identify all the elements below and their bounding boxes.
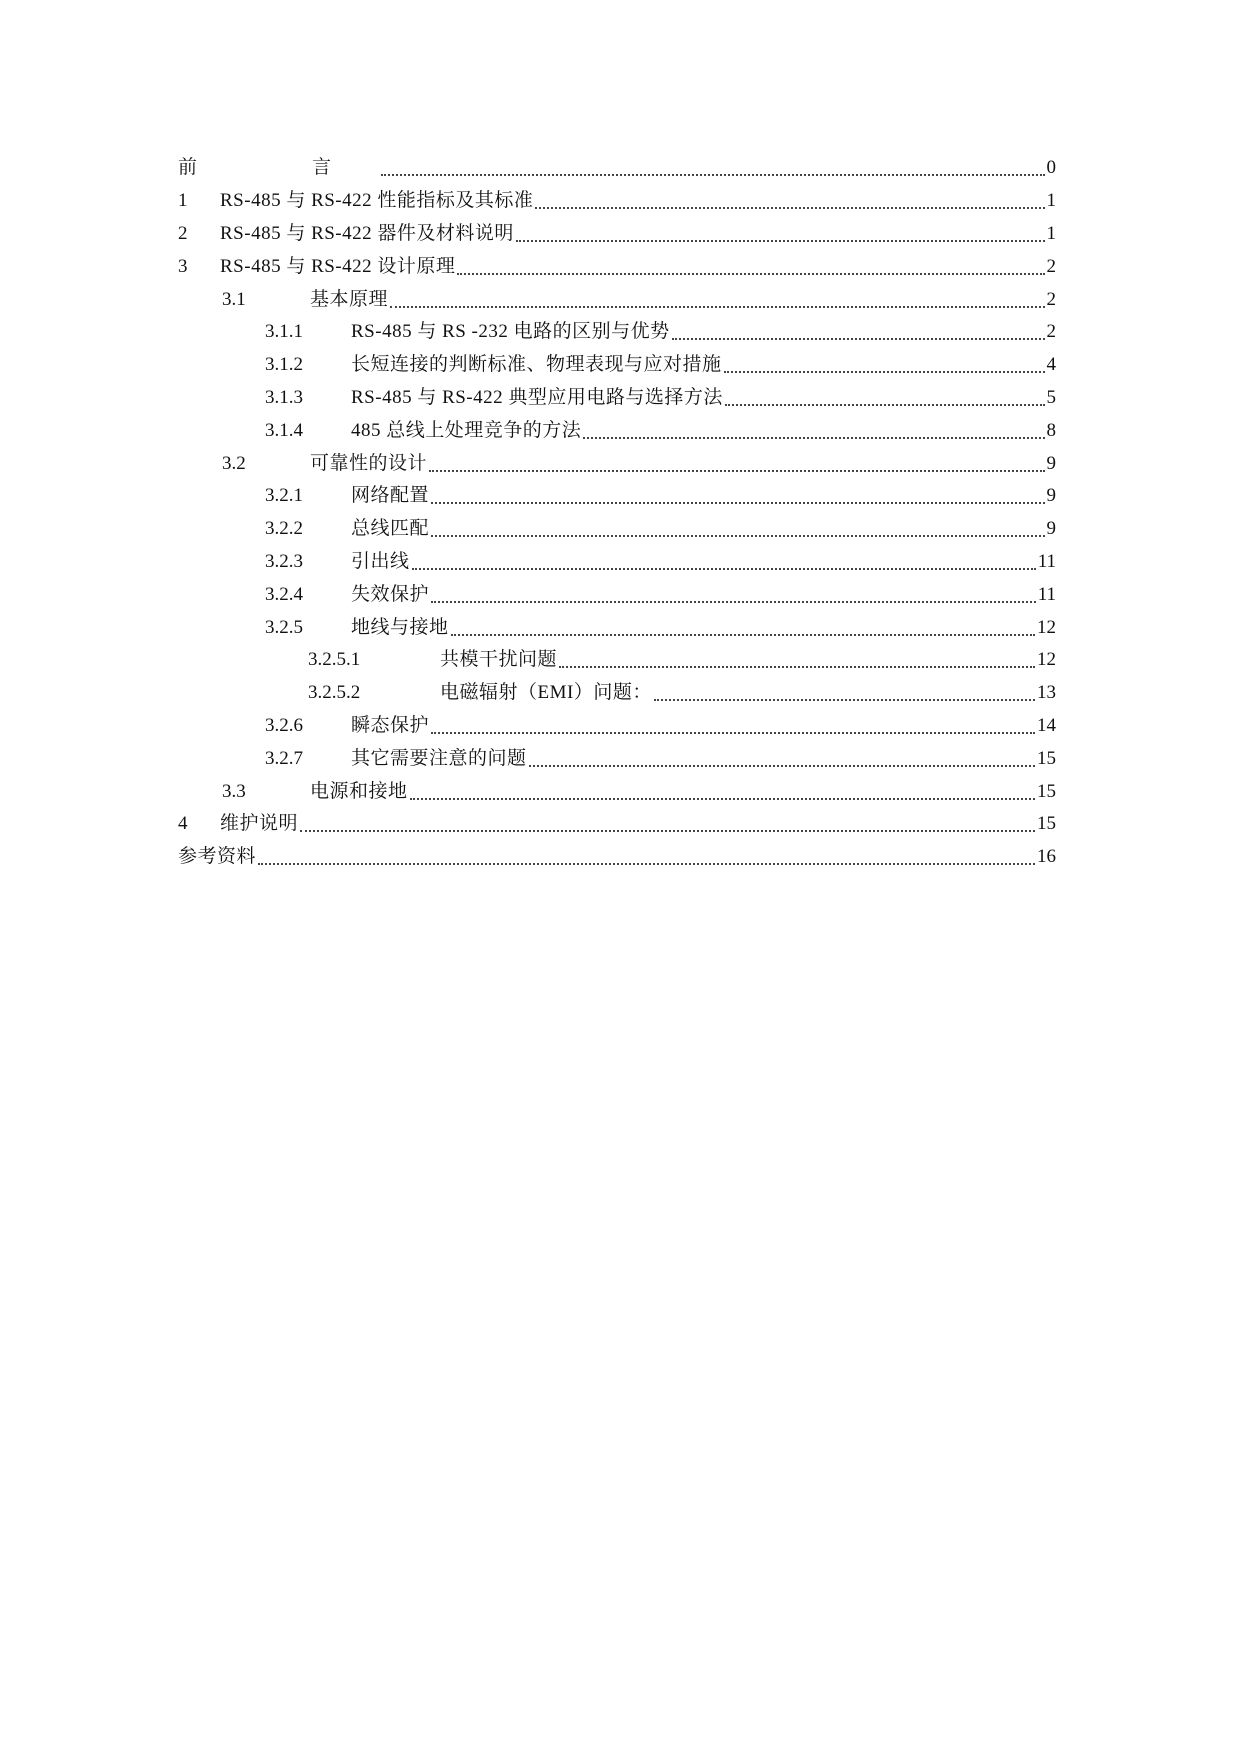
toc-entry-number: 3.2.1 bbox=[265, 485, 303, 507]
toc-entry-3-2-3[interactable] bbox=[178, 546, 1056, 579]
dot-leader bbox=[559, 666, 1035, 668]
toc-entry-title: 485 总线上处理竞争的方法 bbox=[351, 419, 582, 441]
toc-entry-3-1-2[interactable] bbox=[178, 349, 1056, 382]
toc-entry-3-2[interactable] bbox=[178, 447, 1056, 480]
toc-entry-3-2-5[interactable] bbox=[178, 611, 1056, 644]
toc-entry-title: 引出线 bbox=[351, 550, 410, 572]
toc-entry-title: 地线与接地 bbox=[351, 616, 449, 638]
toc-entry-title: 长短连接的判断标准、物理表现与应对措施 bbox=[351, 354, 722, 376]
toc-entry-title: 总线匹配 bbox=[351, 518, 430, 540]
toc-entry-references[interactable] bbox=[178, 841, 1056, 874]
toc-entry-title: 电源和接地 bbox=[310, 780, 408, 802]
toc-entry-page: 9 bbox=[1046, 452, 1056, 474]
toc-entry-3-3[interactable] bbox=[178, 775, 1056, 808]
toc-entry-page: 15 bbox=[1037, 780, 1056, 802]
toc-entry-page: 8 bbox=[1046, 419, 1056, 441]
toc-entry-page: 11 bbox=[1037, 583, 1056, 605]
toc-entry-page: 16 bbox=[1037, 846, 1056, 868]
toc-entry-page: 4 bbox=[1046, 354, 1056, 376]
toc-entry-page: 2 bbox=[1046, 255, 1056, 277]
toc-entry-number: 3 bbox=[178, 255, 188, 277]
dot-leader bbox=[431, 732, 1035, 734]
toc-entry-number: 3.2.2 bbox=[265, 518, 303, 540]
toc-entry-number: 3.1.4 bbox=[265, 419, 303, 441]
dot-leader bbox=[654, 699, 1035, 701]
toc-entry-preface[interactable] bbox=[178, 152, 1056, 185]
toc-entry-title: 可靠性的设计 bbox=[310, 452, 428, 474]
toc-entry-3[interactable] bbox=[178, 250, 1056, 283]
toc-entry-title: 参考资料 bbox=[178, 846, 257, 868]
toc-entry-number: 3.3 bbox=[222, 780, 246, 802]
toc-entry-title: 基本原理 bbox=[310, 288, 389, 310]
toc-entry-3-1[interactable] bbox=[178, 283, 1056, 316]
toc-entry-3-2-5-1[interactable] bbox=[178, 644, 1056, 677]
toc-entry-3-1-3[interactable] bbox=[178, 382, 1056, 415]
toc-entry-title: RS-485 与 RS-422 器件及材料说明 bbox=[220, 222, 514, 244]
toc-entry-number: 3.2.3 bbox=[265, 550, 303, 572]
dot-leader bbox=[672, 338, 1045, 340]
toc-entry-number: 3.1.1 bbox=[265, 321, 303, 343]
toc-entry-title: 失效保护 bbox=[351, 583, 430, 605]
toc-entry-page: 1 bbox=[1046, 190, 1056, 212]
dot-leader bbox=[431, 502, 1044, 504]
dot-leader bbox=[431, 601, 1036, 603]
toc-entry-number: 2 bbox=[178, 222, 188, 244]
toc-entry-number: 3.2.5.2 bbox=[308, 682, 361, 704]
toc-entry-page: 1 bbox=[1046, 222, 1056, 244]
dot-leader bbox=[725, 404, 1045, 406]
dot-leader bbox=[431, 535, 1044, 537]
toc-entry-title: 瞬态保护 bbox=[351, 714, 430, 736]
toc-entry-page: 0 bbox=[1046, 157, 1056, 179]
dot-leader bbox=[412, 568, 1036, 570]
toc-entry-number: 1 bbox=[178, 190, 188, 212]
toc-entry-3-1-4[interactable] bbox=[178, 414, 1056, 447]
toc-entry-number: 3.2.4 bbox=[265, 583, 303, 605]
toc-entry-3-2-1[interactable] bbox=[178, 480, 1056, 513]
dot-leader bbox=[529, 765, 1035, 767]
dot-leader bbox=[429, 470, 1044, 472]
toc-entry-title: 维护说明 bbox=[220, 813, 299, 835]
toc-entry-number: 3.2.6 bbox=[265, 714, 303, 736]
toc-entry-title: RS-485 与 RS-422 典型应用电路与选择方法 bbox=[351, 386, 723, 408]
toc-entry-3-2-5-2[interactable] bbox=[178, 677, 1056, 710]
toc-entry-3-2-4[interactable] bbox=[178, 578, 1056, 611]
toc-entry-title: 前 言 bbox=[178, 157, 380, 179]
toc-entry-page: 9 bbox=[1046, 518, 1056, 540]
toc-entry-page: 15 bbox=[1037, 747, 1056, 769]
toc-entry-title: 其它需要注意的问题 bbox=[351, 747, 527, 769]
toc-entry-page: 14 bbox=[1037, 714, 1056, 736]
toc-entry-number: 3.2.5.1 bbox=[308, 649, 361, 671]
toc-entry-number: 3.2.7 bbox=[265, 747, 303, 769]
dot-leader bbox=[583, 437, 1044, 439]
toc-entry-title: 共模干扰问题 bbox=[440, 649, 558, 671]
toc-entry-title: 网络配置 bbox=[351, 485, 430, 507]
dot-leader bbox=[724, 371, 1045, 373]
dot-leader bbox=[381, 174, 1044, 176]
toc-entry-3-2-7[interactable] bbox=[178, 742, 1056, 775]
toc-entry-3-2-6[interactable] bbox=[178, 710, 1056, 743]
toc-entry-1[interactable] bbox=[178, 185, 1056, 218]
toc-entry-page: 15 bbox=[1037, 813, 1056, 835]
toc-entry-number: 3.1 bbox=[222, 288, 246, 310]
toc-entry-title: RS-485 与 RS -232 电路的区别与优势 bbox=[351, 321, 670, 343]
toc-entry-3-2-2[interactable] bbox=[178, 513, 1056, 546]
toc-entry-3-1-1[interactable] bbox=[178, 316, 1056, 349]
toc-entry-page: 2 bbox=[1046, 321, 1056, 343]
dot-leader bbox=[535, 207, 1044, 209]
toc-entry-number: 3.1.3 bbox=[265, 386, 303, 408]
toc-entry-number: 3.1.2 bbox=[265, 354, 303, 376]
toc-entry-4[interactable] bbox=[178, 808, 1056, 841]
toc-entry-title: 电磁辐射（EMI）问题： bbox=[440, 682, 652, 704]
toc-entry-page: 2 bbox=[1046, 288, 1056, 310]
toc-entry-title: RS-485 与 RS-422 性能指标及其标准 bbox=[220, 190, 534, 212]
dot-leader bbox=[516, 240, 1045, 242]
toc-entry-page: 9 bbox=[1046, 485, 1056, 507]
dot-leader bbox=[451, 634, 1035, 636]
dot-leader bbox=[258, 863, 1035, 865]
dot-leader bbox=[300, 830, 1035, 832]
toc-entry-2[interactable] bbox=[178, 218, 1056, 251]
toc-entry-page: 12 bbox=[1037, 616, 1056, 638]
table-of-contents bbox=[178, 152, 1056, 874]
dot-leader bbox=[390, 306, 1044, 308]
toc-entry-page: 13 bbox=[1037, 682, 1056, 704]
toc-entry-page: 5 bbox=[1046, 386, 1056, 408]
toc-entry-number: 3.2 bbox=[222, 452, 246, 474]
toc-entry-number: 4 bbox=[178, 813, 188, 835]
dot-leader bbox=[457, 273, 1044, 275]
toc-entry-page: 11 bbox=[1037, 550, 1056, 572]
toc-entry-title: RS-485 与 RS-422 设计原理 bbox=[220, 255, 456, 277]
dot-leader bbox=[410, 798, 1035, 800]
toc-entry-page: 12 bbox=[1037, 649, 1056, 671]
toc-entry-number: 3.2.5 bbox=[265, 616, 303, 638]
